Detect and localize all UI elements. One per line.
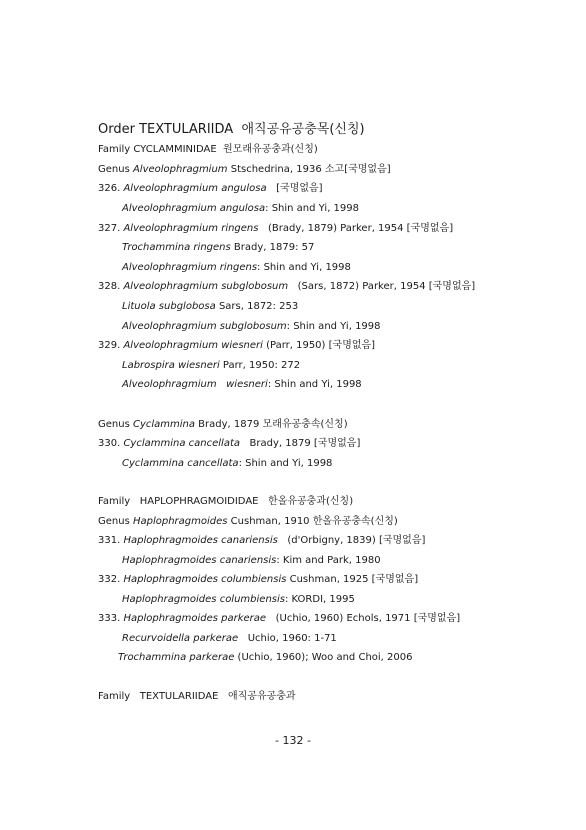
family-heading-textulariidae: Family TEXTULARIIDAE 애직공유공충과	[98, 691, 296, 702]
synonym-330-1: Cyclammina cancellata: Shin and Yi, 1998	[122, 458, 333, 469]
family-heading-cyclamminidae: Family CYCLAMMINIDAE 원모래유공충과(신칭)	[98, 144, 318, 155]
genus-heading-alveolophragmium: Genus Alveolophragmium Stschedrina, 1936 소고[국명없음]	[98, 164, 391, 175]
synonym-331-1: Haplophragmoides canariensis: Kim and Park, 1980	[122, 555, 381, 566]
synonym-328-1: Lituola subglobosa Sars, 1872: 253	[122, 301, 299, 312]
page-number: - 132 -	[275, 734, 311, 747]
genus-heading-cyclammina: Genus Cyclammina Brady, 1879 모래유공충속(신칭)	[98, 419, 348, 430]
family-heading-haplophragmoididae: Family HAPLOPHRAGMOIDIDAE 한올유공충과(신칭)	[98, 496, 354, 507]
species-entry-333: 333. Haplophragmoides parkerae (Uchio, 1960) Echols, 1971 [국명없음]	[98, 613, 461, 624]
species-entry-326: 326. Alveolophragmium angulosa [국명없음]	[98, 183, 323, 194]
genus-heading-haplophragmoides: Genus Haplophragmoides Cushman, 1910 한올유공충속(신칭)	[98, 516, 398, 527]
synonym-328-2: Alveolophragmium subglobosum: Shin and Yi, 1998	[122, 321, 381, 332]
species-entry-330: 330. Cyclammina cancellata Brady, 1879 [국명없음]	[98, 438, 361, 449]
synonym-327-2: Alveolophragmium ringens: Shin and Yi, 1998	[122, 262, 351, 273]
synonym-333-2: Trochammina parkerae (Uchio, 1960); Woo and Choi, 2006	[118, 652, 413, 663]
species-entry-331: 331. Haplophragmoides canariensis (d'Orbigny, 1839) [국명없음]	[98, 535, 426, 546]
species-entry-332: 332. Haplophragmoides columbiensis Cushman, 1925 [국명없음]	[98, 574, 419, 585]
synonym-329-2: Alveolophragmium wiesneri: Shin and Yi, 1998	[122, 379, 362, 390]
order-heading: Order TEXTULARIIDA 애직공유공충목(신칭)	[98, 122, 365, 137]
synonym-327-1: Trochammina ringens Brady, 1879: 57	[122, 242, 315, 253]
species-entry-327: 327. Alveolophragmium ringens (Brady, 1879) Parker, 1954 [국명없음]	[98, 223, 454, 234]
synonym-329-1: Labrospira wiesneri Parr, 1950: 272	[122, 360, 301, 371]
synonym-326-1: Alveolophragmium angulosa: Shin and Yi, 1998	[122, 203, 359, 214]
species-entry-328: 328. Alveolophragmium subglobosum (Sars, 1872) Parker, 1954 [국명없음]	[98, 281, 476, 292]
synonym-333-1: Recurvoidella parkerae Uchio, 1960: 1-71	[122, 633, 337, 644]
synonym-332-1: Haplophragmoides columbiensis: KORDI, 1995	[122, 594, 355, 605]
species-entry-329: 329. Alveolophragmium wiesneri (Parr, 1950) [국명없음]	[98, 340, 376, 351]
